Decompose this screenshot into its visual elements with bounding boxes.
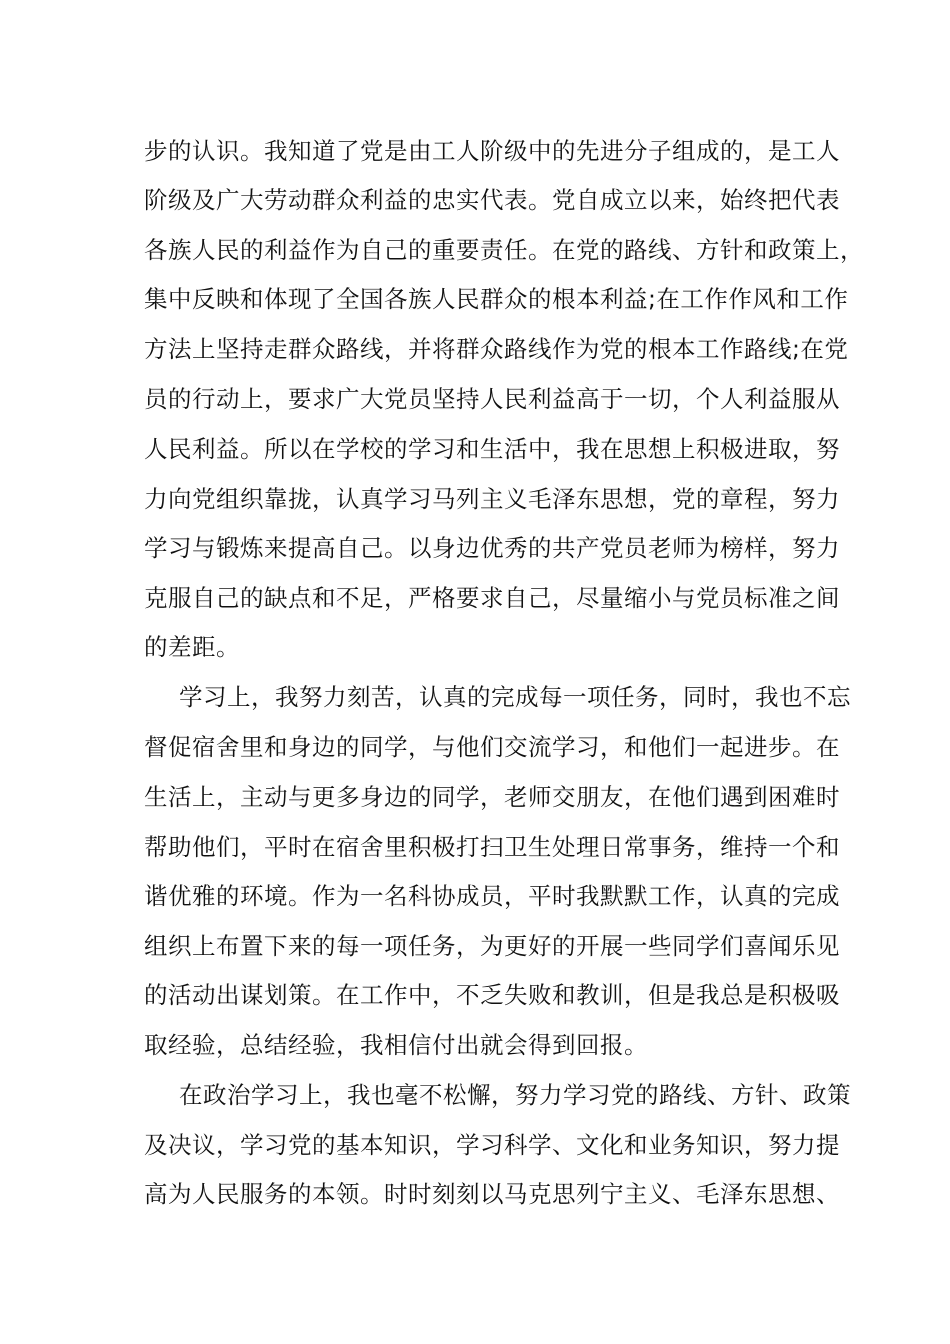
text-line: 克服自己的缺点和不足，严格要求自己，尽量缩小与党员标准之间 [144,584,840,612]
text-line: 的活动出谋划策。在工作中，不乏失败和教训，但是我总是积极吸 [144,981,840,1009]
text-line: 谐优雅的环境。作为一名科协成员，平时我默默工作，认真的完成 [144,882,840,910]
text-line: 集中反映和体现了全国各族人民群众的根本利益;在工作作风和工作 [144,285,849,313]
text-line: 步的认识。我知道了党是由工人阶级中的先进分子组成的，是工人 [144,137,840,165]
text-line: 高为人民服务的本领。时时刻刻以马克思列宁主义、毛泽东思想、 [144,1180,840,1208]
text-line: 学习与锻炼来提高自己。以身边优秀的共产党员老师为榜样，努力 [144,534,840,562]
text-line: 及决议，学习党的基本知识，学习科学、文化和业务知识，努力提 [144,1131,840,1159]
text-line: 阶级及广大劳动群众利益的忠实代表。党自成立以来，始终把代表 [144,186,840,214]
text-line: 组织上布置下来的每一项任务，为更好的开展一些同学们喜闻乐见 [144,932,840,960]
text-line: 帮助他们，平时在宿舍里积极打扫卫生处理日常事务，维持一个和 [144,833,840,861]
text-line: 方法上坚持走群众路线，并将群众路线作为党的根本工作路线;在党 [144,335,849,363]
text-line: 督促宿舍里和身边的同学，与他们交流学习，和他们一起进步。在 [144,733,840,761]
text-line: 取经验，总结经验，我相信付出就会得到回报。 [144,1031,648,1059]
text-line: 生活上，主动与更多身边的同学，老师交朋友，在他们遇到困难时 [144,783,840,811]
text-line: 各族人民的利益作为自己的重要责任。在党的路线、方针和政策上， [144,236,864,264]
text-line: 力向党组织靠拢，认真学习马列主义毛泽东思想，党的章程，努力 [144,485,840,513]
paragraph-first-line: 在政治学习上，我也毫不松懈，努力学习党的路线、方针、政策 [179,1081,851,1109]
text-line: 人民利益。所以在学校的学习和生活中，我在思想上积极进取，努 [144,435,840,463]
text-line: 的差距。 [144,633,240,661]
paragraph-first-line: 学习上，我努力刻苦，认真的完成每一项任务，同时，我也不忘 [179,683,851,711]
text-line: 员的行动上，要求广大党员坚持人民利益高于一切，个人利益服从 [144,385,840,413]
